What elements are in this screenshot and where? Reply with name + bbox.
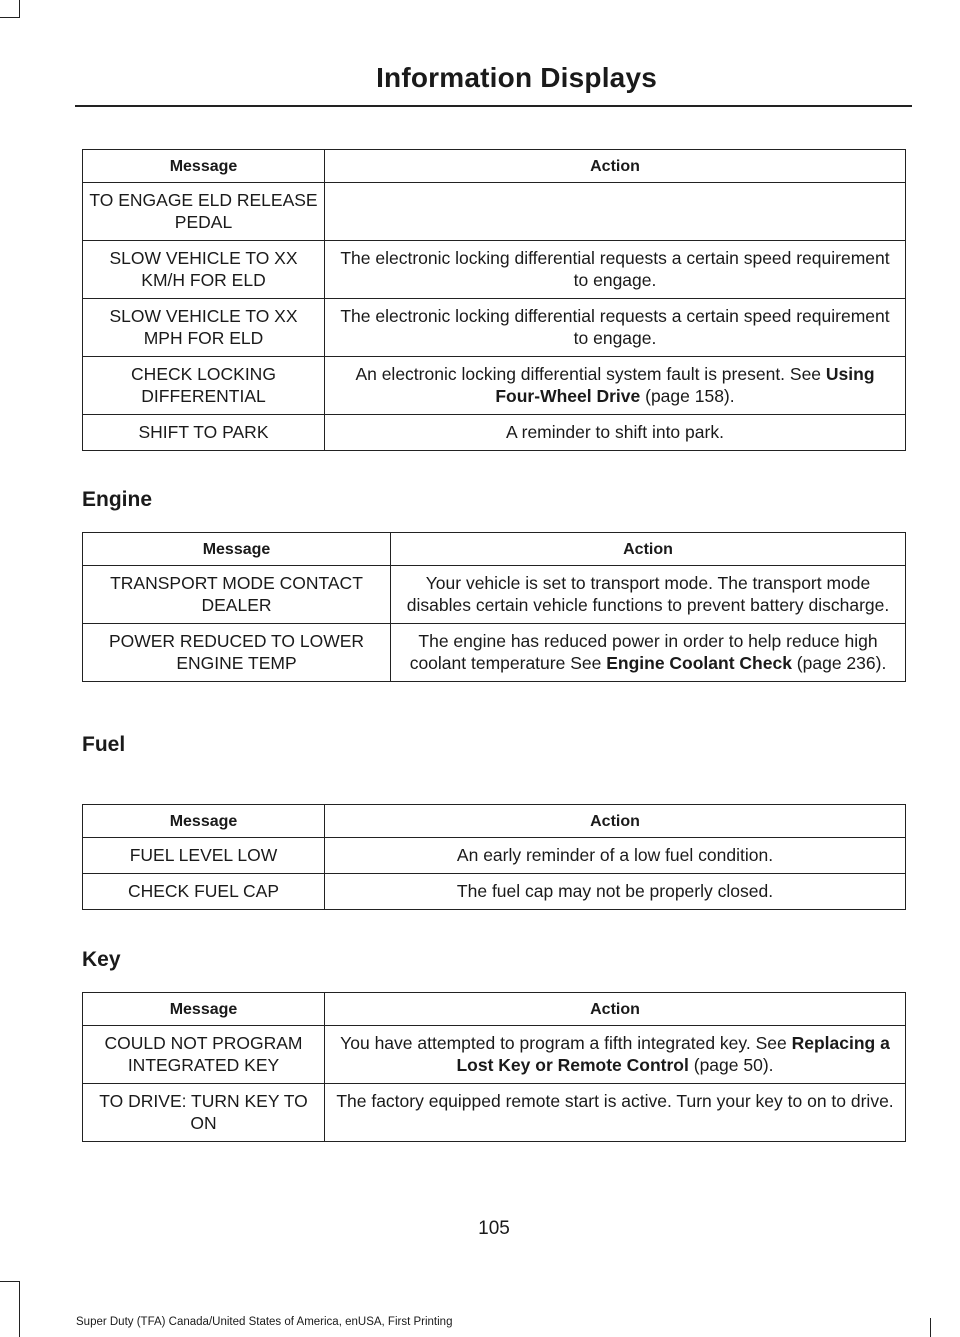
- message-column-header: Message: [83, 993, 325, 1026]
- message-column-header: Message: [83, 150, 325, 183]
- table-header-row: [83, 533, 906, 566]
- table-row: [83, 838, 906, 874]
- page-reference: (page 50).: [688, 1055, 774, 1075]
- message-cell: SLOW VEHICLE TO XX KM/H FOR ELD: [83, 241, 325, 299]
- message-cell: TO ENGAGE ELD RELEASE PEDAL: [83, 183, 325, 241]
- cross-reference-link[interactable]: Using Four-Wheel Drive: [495, 364, 875, 406]
- action-cell: [391, 624, 906, 682]
- table-header-row: [83, 150, 906, 183]
- table-header-row: [83, 805, 906, 838]
- table-row: [83, 357, 906, 415]
- edition-footer: Super Duty (TFA) Canada/United States of America, enUSA, First Printing: [76, 1316, 453, 1328]
- page-title: Information Displays: [376, 62, 657, 93]
- section-heading-fuel: Fuel: [82, 733, 126, 756]
- action-cell: The electronic locking differential requests a certain speed requirement to engage.: [325, 299, 906, 357]
- action-column-header: Action: [325, 805, 906, 838]
- table-row: [83, 1084, 906, 1142]
- message-cell: CHECK FUEL CAP: [83, 874, 325, 910]
- action-cell: [325, 183, 906, 241]
- action-cell: Your vehicle is set to transport mode. The transport mode disables certain vehicle functions to prevent battery discharge.: [391, 566, 906, 624]
- action-cell: The fuel cap may not be properly closed.: [325, 874, 906, 910]
- engine-message-table: [82, 532, 906, 682]
- table-row: [83, 183, 906, 241]
- page-reference: (page 158).: [640, 386, 735, 406]
- fuel-message-table: [82, 804, 906, 910]
- action-column-header: Action: [391, 533, 906, 566]
- action-text: The engine has reduced power in order to help reduce high coolant temperature See: [409, 631, 878, 673]
- message-cell: COULD NOT PROGRAM INTEGRATED KEY: [83, 1026, 325, 1084]
- action-cell: The factory equipped remote start is active. Turn your key to on to drive.: [325, 1084, 906, 1142]
- crop-mark-bottom-right: [930, 1318, 960, 1337]
- action-cell: [325, 357, 906, 415]
- table-row: [83, 241, 906, 299]
- action-column-header: Action: [325, 993, 906, 1026]
- page-reference: (page 236).: [791, 653, 887, 673]
- message-cell: CHECK LOCKING DIFFERENTIAL: [83, 357, 325, 415]
- message-column-header: Message: [83, 805, 325, 838]
- table-row: [83, 566, 906, 624]
- action-cell: An early reminder of a low fuel condition.: [325, 838, 906, 874]
- crop-mark-top-left: [0, 0, 20, 18]
- cross-reference-link[interactable]: Replacing a Lost Key or Remote Control: [456, 1033, 890, 1075]
- message-column-header: Message: [83, 533, 391, 566]
- table-row: [83, 874, 906, 910]
- table-row: [83, 1026, 906, 1084]
- page-number: 105: [478, 1218, 510, 1239]
- action-cell: [325, 1026, 906, 1084]
- header-divider: [75, 105, 912, 107]
- cross-reference-link[interactable]: Engine Coolant Check: [606, 653, 792, 673]
- message-cell: FUEL LEVEL LOW: [83, 838, 325, 874]
- message-cell: SHIFT TO PARK: [83, 415, 325, 451]
- message-cell: TRANSPORT MODE CONTACT DEALER: [83, 566, 391, 624]
- action-text: An electronic locking differential system fault is present. See: [355, 364, 822, 384]
- section-heading-key: Key: [82, 948, 121, 971]
- key-message-table: [82, 992, 906, 1142]
- table-row: [83, 624, 906, 682]
- table-row: [83, 299, 906, 357]
- action-cell: A reminder to shift into park.: [325, 415, 906, 451]
- action-text: You have attempted to program a fifth integrated key. See: [340, 1033, 787, 1053]
- table-row: [83, 415, 906, 451]
- table-header-row: [83, 993, 906, 1026]
- message-cell: POWER REDUCED TO LOWER ENGINE TEMP: [83, 624, 391, 682]
- message-cell: SLOW VEHICLE TO XX MPH FOR ELD: [83, 299, 325, 357]
- action-cell: The electronic locking differential requests a certain speed requirement to engage.: [325, 241, 906, 299]
- message-cell: TO DRIVE: TURN KEY TO ON: [83, 1084, 325, 1142]
- section-heading-engine: Engine: [82, 488, 153, 511]
- action-column-header: Action: [325, 150, 906, 183]
- eld-message-table: [82, 149, 906, 451]
- crop-mark-bottom-left: [0, 1281, 20, 1337]
